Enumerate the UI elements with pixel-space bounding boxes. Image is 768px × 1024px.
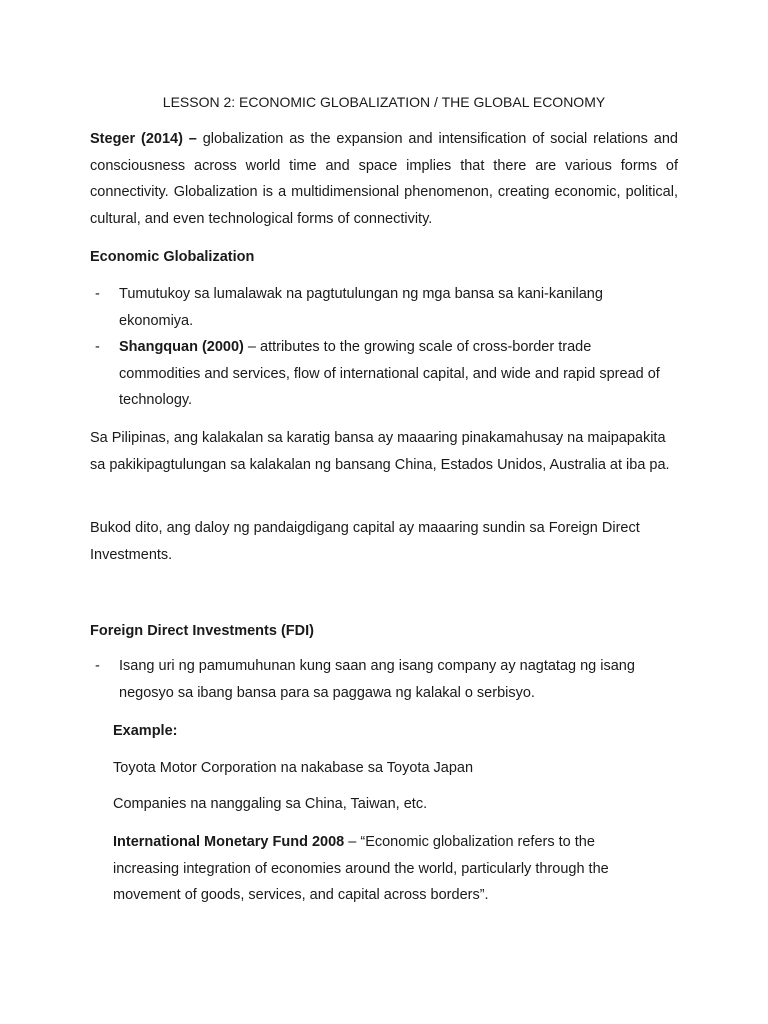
imf-quote-text: – “Economic globalization refers to the increasing integration of economies around the world, particularly through the movement of goods, services, and capital across borders”. — [113, 834, 609, 903]
bullet-dash: - — [95, 339, 100, 355]
example-item: Toyota Motor Corporation na nakabase sa Toyota Japan — [113, 760, 474, 776]
fdi-heading: Foreign Direct Investments (FDI) — [90, 623, 314, 639]
imf-source: International Monetary Fund 2008 — [113, 834, 345, 850]
capital-paragraph: Bukod dito, ang daloy ng pandaigdigang capital ay maaaring sundin sa Foreign Direct Investments. — [90, 520, 640, 563]
bullet-dash: - — [95, 286, 100, 302]
list-item — [90, 281, 678, 334]
bullet-dash: - — [95, 658, 100, 674]
intro-text: globalization as the expansion and intensification of social relations and consciousness across world time and space implies that there are various forms of connectivity. Globalization is a multidimensional phenomenon, creating economic, political, cultural, and even technological forms of connectivity. — [90, 131, 678, 227]
list-item — [90, 334, 678, 414]
example-item: Companies na nanggaling sa China, Taiwan, etc. — [113, 796, 428, 812]
bullet-text: Isang uri ng pamumuhunan kung saan ang isang company ay nagtatag ng isang negosyo sa ibang bansa para sa paggawa ng kalakal o serbisyo. — [119, 658, 635, 701]
bullet-text: Tumutukoy sa lumalawak na pagtutulungan ng mga bansa sa kani-kanilang ekonomiya. — [119, 286, 603, 329]
document-title: LESSON 2: ECONOMIC GLOBALIZATION / THE GLOBAL ECONOMY — [162, 94, 606, 110]
bullet-source: Shangquan (2000) — [119, 339, 244, 355]
bullet-body: – attributes to the growing scale of cross-border trade commodities and services, flow of international capital, and wide and rapid spread of technology. — [119, 339, 660, 408]
philippines-paragraph: Sa Pilipinas, ang kalakalan sa karatig bansa ay maaaring pinakamahusay na maipapakita sa pakikipagtulungan sa kalakalan ng bansang China, Estados Unidos, Australia at iba pa. — [90, 430, 670, 473]
list-item — [90, 653, 678, 706]
economic-globalization-heading: Economic Globalization — [90, 249, 255, 265]
intro-paragraph — [90, 126, 678, 232]
bullet-text — [119, 334, 678, 414]
intro-author: Steger (2014) – — [90, 131, 197, 147]
example-label: Example: — [113, 723, 178, 739]
imf-quote-paragraph — [113, 829, 653, 909]
